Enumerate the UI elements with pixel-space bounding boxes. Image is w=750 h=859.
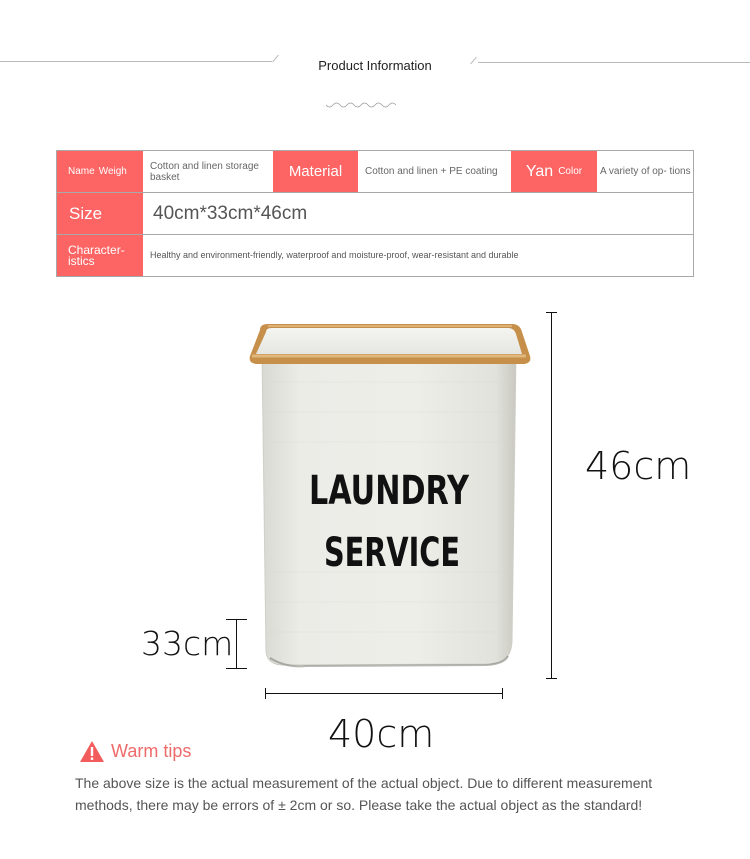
depth-dimension-cap-bottom — [226, 668, 247, 669]
depth-dimension-cap-top — [226, 619, 247, 620]
spec-label-name — [57, 151, 143, 192]
spec-label-size: Size — [57, 193, 143, 234]
depth-dimension-label: 33cm — [141, 624, 234, 663]
header-divider-left-accent — [272, 55, 279, 63]
weigh-label: Weigh — [98, 166, 127, 177]
warm-tips-heading — [79, 740, 191, 763]
spec-row-size — [57, 193, 693, 235]
section-title: Product Information — [318, 58, 432, 73]
depth-dimension-line — [236, 619, 237, 669]
width-dimension-label: 40cm — [328, 712, 435, 756]
yan-label: Yan — [525, 162, 554, 180]
warning-triangle-icon — [79, 740, 105, 763]
width-dimension-cap-right — [502, 688, 503, 699]
height-dimension-cap-top — [546, 312, 557, 313]
spec-table — [56, 150, 694, 277]
height-dimension-label: 46cm — [585, 444, 692, 488]
laundry-basket-image — [246, 322, 532, 672]
spec-label-color — [511, 151, 597, 192]
spec-row-characteristics — [57, 235, 693, 276]
name-label: Name — [68, 166, 95, 177]
header-divider-right-accent — [470, 57, 477, 65]
height-dimension-line — [551, 312, 552, 679]
spec-value-characteristics: Healthy and environment-friendly, waterproof and moisture-proof, wear-resistant and durable — [150, 250, 519, 260]
spec-value-material: Cotton and linen + PE coating — [365, 166, 498, 177]
wave-ornament-icon — [326, 102, 396, 110]
spec-label-characteristics: Character- istics — [57, 235, 143, 276]
spec-label-material: Material — [273, 151, 358, 192]
width-dimension-line — [265, 693, 503, 694]
spec-value-size: 40cm*33cm*46cm — [153, 203, 308, 224]
warm-tips-title: Warm tips — [111, 741, 192, 761]
spec-row-name — [57, 151, 693, 193]
header-divider-right — [478, 62, 750, 63]
height-dimension-cap-bottom — [546, 678, 557, 679]
spec-value-name: Cotton and linen storage basket — [150, 160, 259, 183]
basket-print-line2: SERVICE — [324, 530, 460, 576]
basket-print-line1: LAUNDRY — [309, 468, 470, 514]
header-divider-left — [0, 61, 272, 62]
spec-value-color: A variety of op- tions — [600, 166, 691, 177]
warm-tips-text: The above size is the actual measurement of the actual object. Due to different measurement methods, there may be errors of ± 2cm or so. Please take the actual object as the standard! — [75, 775, 653, 813]
color-label: Color — [558, 166, 583, 177]
width-dimension-cap-left — [265, 688, 266, 699]
